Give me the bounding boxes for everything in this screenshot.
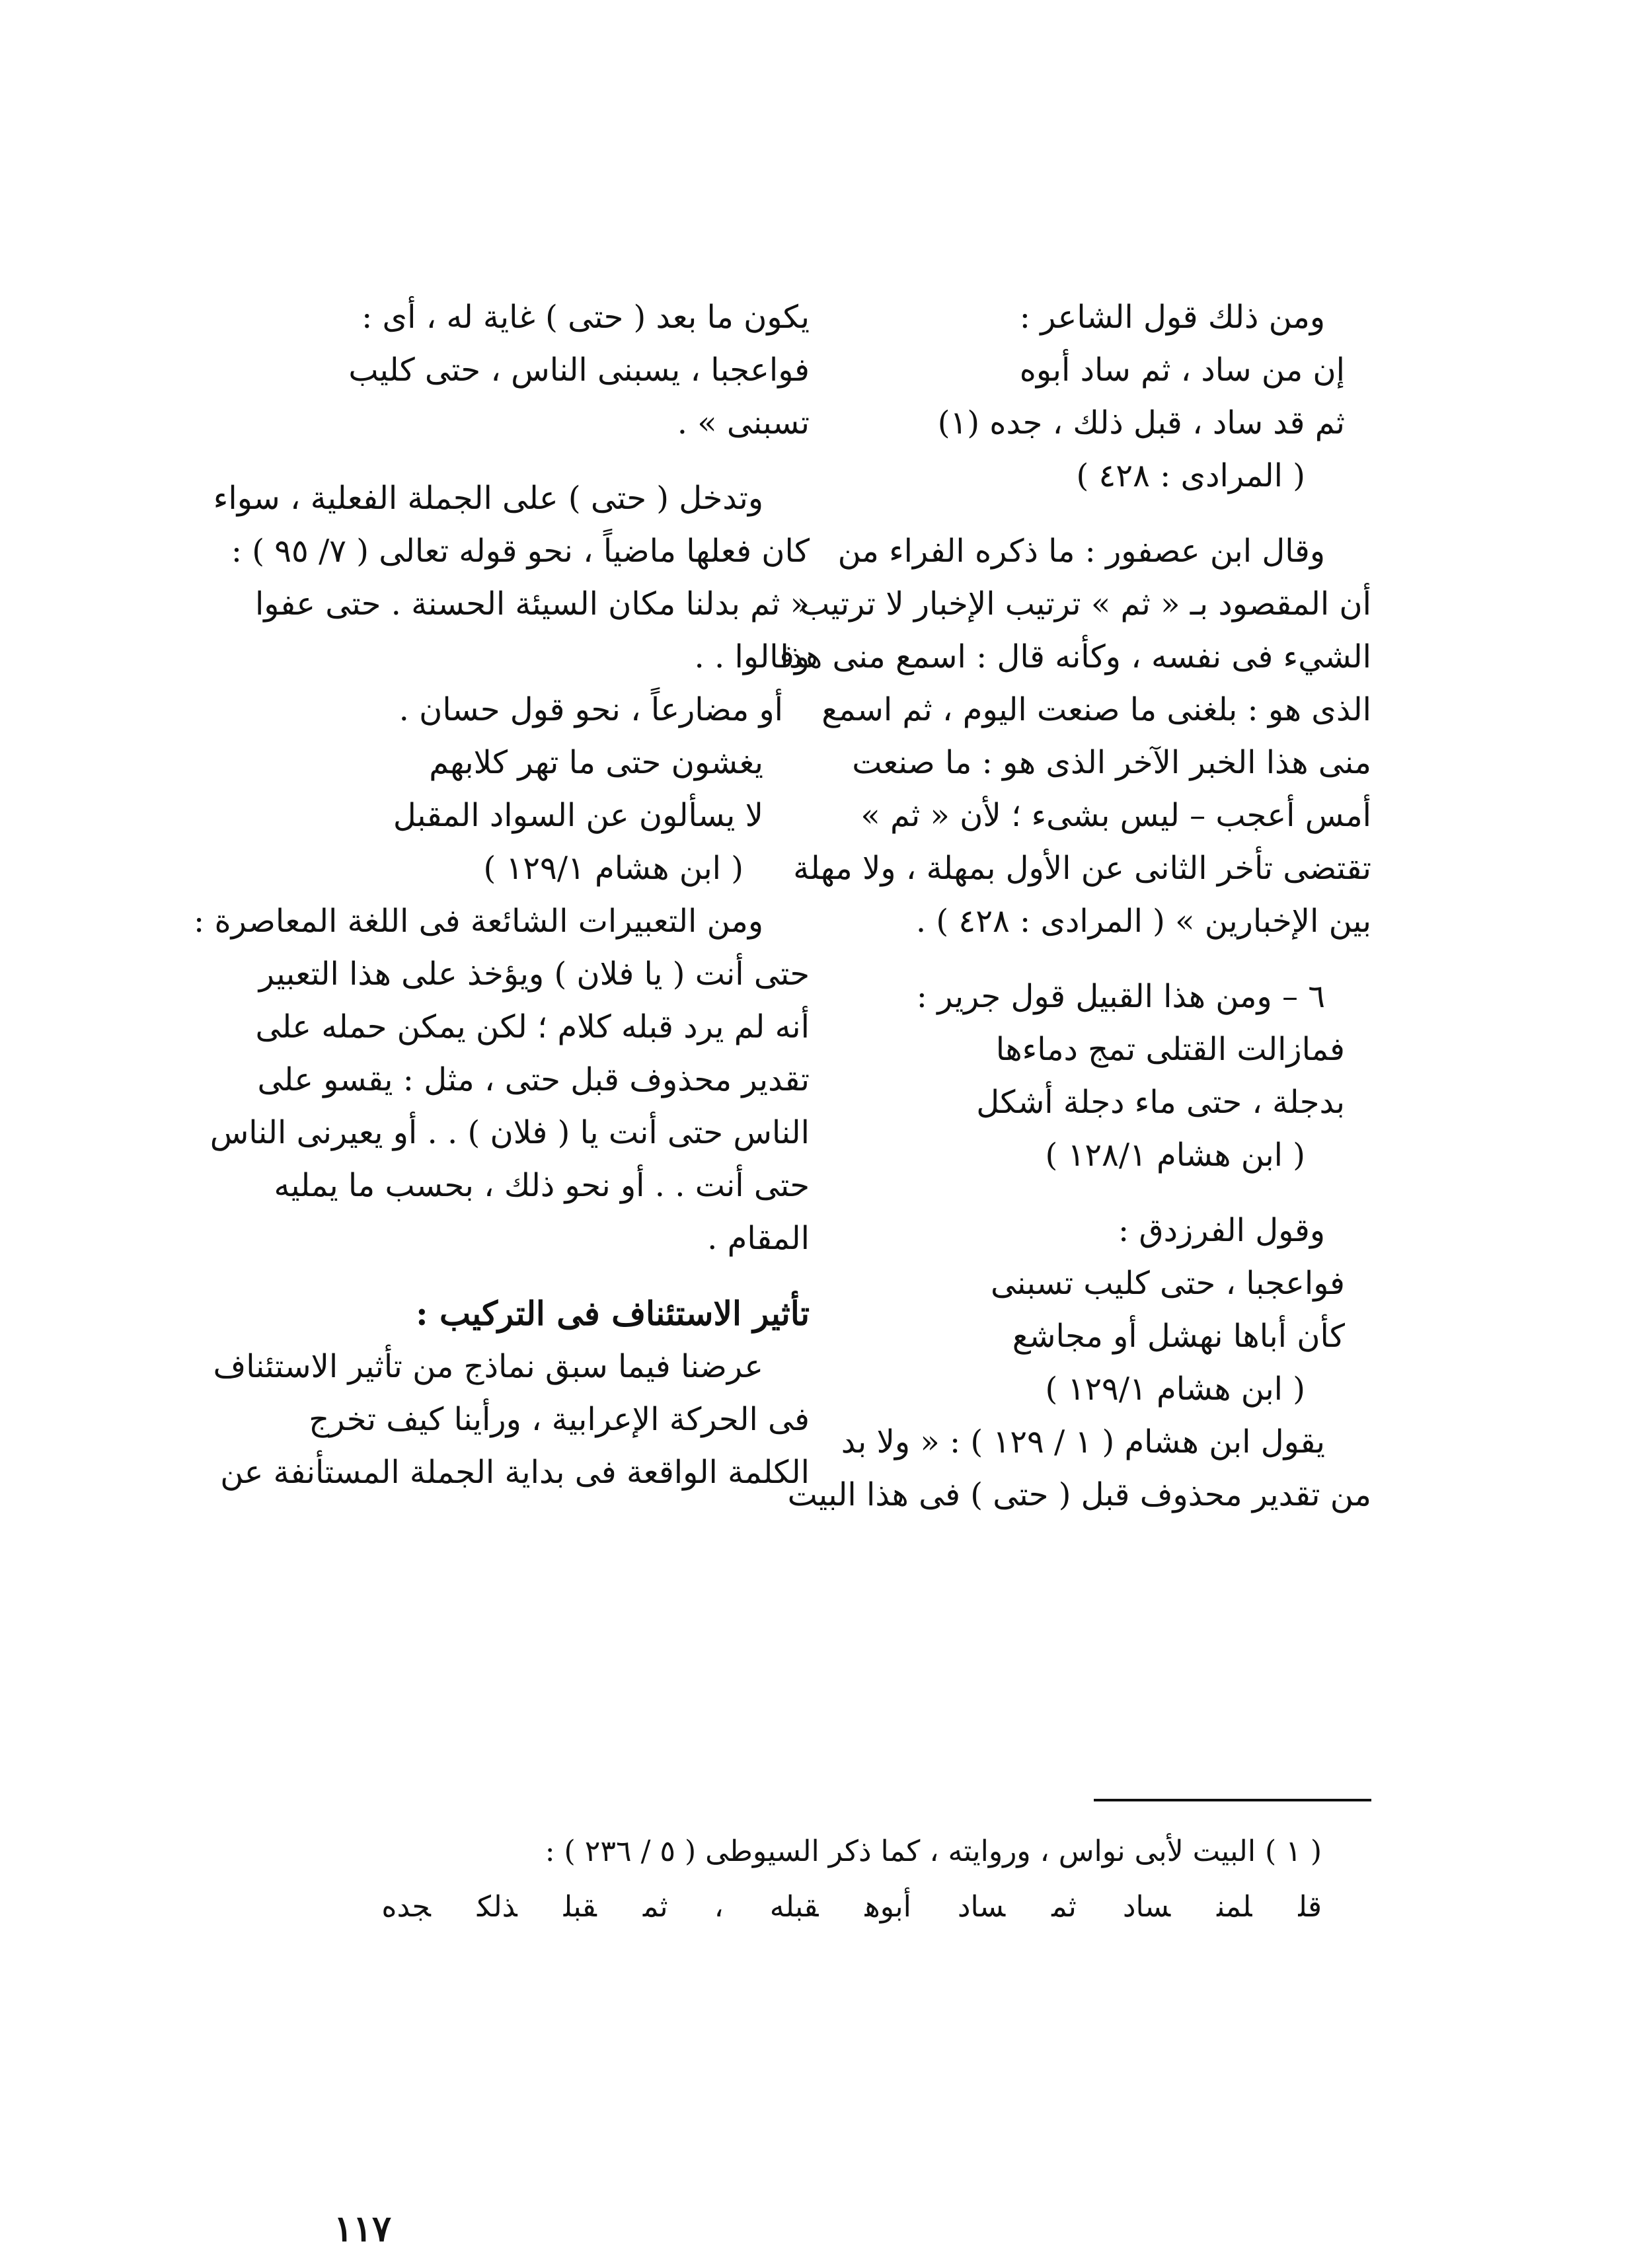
text-line: ( ابن هشام ١٢٩/١ ) bbox=[1045, 1371, 1305, 1408]
text-line: « ثم بدلنا مكان السيئة الحسنة . حتى عفوا bbox=[254, 586, 810, 623]
footnote-word: ساد bbox=[1122, 1890, 1171, 1924]
text-line: الشيء فى نفسه ، وكأنه قال : اسمع منى هذا bbox=[780, 638, 1371, 675]
text-line: ( المرادى : ٤٢٨ ) bbox=[1076, 457, 1305, 494]
paragraph-gap bbox=[909, 948, 1371, 970]
text-line: وتدخل ( حتى ) على الجملة الفعلية ، سواء bbox=[213, 480, 763, 517]
footnotes bbox=[198, 1824, 1322, 1935]
text-line: ( ابن هشام ١٢٩/١ ) bbox=[483, 850, 743, 887]
footnote-word: قل bbox=[1298, 1890, 1322, 1924]
paragraph-gap bbox=[301, 1265, 810, 1287]
text-line: الكلمة الواقعة فى بداية الجملة المستأنفة عن bbox=[220, 1454, 810, 1491]
text-line: بدجلة ، حتى ماء دجلة أشكل bbox=[976, 1084, 1345, 1121]
text-line: فى الحركة الإعرابية ، ورأينا كيف تخرج bbox=[309, 1401, 810, 1438]
text-line: تسبنى » . bbox=[677, 404, 810, 441]
text-line: عرضنا فيما سبق نماذج من تأثير الاستئناف bbox=[213, 1348, 763, 1385]
text-line: فمازالت القتلى تمج دماءها bbox=[995, 1031, 1345, 1068]
footnote-word: ، bbox=[714, 1890, 724, 1924]
text-line: أن المقصود بـ « ثم » ترتيب الإخبار لا ترتيب bbox=[800, 586, 1371, 623]
footnote-separator bbox=[1094, 1799, 1371, 1801]
footnote-word: قبل bbox=[563, 1890, 597, 1924]
text-line: الذى هو : بلغنى ما صنعت اليوم ، ثم اسمع bbox=[821, 691, 1371, 728]
section-heading: تأثير الاستئناف فى التركيب : bbox=[416, 1294, 810, 1333]
text-line: وقالوا . . bbox=[694, 638, 810, 675]
text-line: لا يسألون عن السواد المقبل bbox=[393, 797, 763, 834]
text-line: أمس أعجب – ليس بشىء ؛ لأن « ثم » bbox=[860, 797, 1371, 834]
footnote-word: ثم bbox=[1051, 1890, 1077, 1924]
text-line: ومن ذلك قول الشاعر : bbox=[1019, 299, 1325, 336]
footnote-verse bbox=[198, 1879, 1322, 1935]
footnote-line: ( ١ ) البيت لأبى نواس ، وروايته ، كما ذكر السيوطى ( ٥ / ٢٣٦ ) : bbox=[545, 1834, 1322, 1868]
text-line: ( ابن هشام ١٢٨/١ ) bbox=[1045, 1137, 1305, 1174]
footnote-word: جده bbox=[381, 1890, 431, 1924]
footnote-word: لمن bbox=[1217, 1890, 1252, 1924]
footnote-word: أبوه bbox=[864, 1890, 911, 1924]
text-line: حتى أنت ( يا فلان ) ويؤخذ على هذا التعبير bbox=[258, 956, 810, 993]
text-line: فواعجبا ، حتى كليب تسبنى bbox=[990, 1265, 1345, 1302]
text-line: منى هذا الخبر الآخر الذى هو : ما صنعت bbox=[852, 744, 1371, 781]
text-line: يكون ما بعد ( حتى ) غاية له ، أى : bbox=[362, 299, 810, 336]
text-line: الناس حتى أنت يا ( فلان ) . . أو يعيرنى الناس bbox=[210, 1114, 810, 1151]
text-line: كان فعلها ماضياً ، نحو قوله تعالى ( ٧/ ٩٥ ) : bbox=[231, 533, 810, 570]
text-line: أو مضارعاً ، نحو قول حسان . bbox=[399, 691, 783, 728]
paragraph-gap bbox=[301, 449, 810, 472]
text-line: يقول ابن هشام ( ١ / ١٢٩ ) : « ولا بد bbox=[841, 1423, 1325, 1460]
text-line: ثم قد ساد ، قبل ذلك ، جده (١) bbox=[937, 404, 1345, 441]
text-line: كأن أباها نهشل أو مجاشع bbox=[1012, 1318, 1345, 1355]
left-text-column bbox=[194, 291, 810, 1499]
text-line: وقول الفرزدق : bbox=[1118, 1212, 1325, 1249]
text-line: المقام . bbox=[707, 1220, 810, 1257]
text-line: حتى أنت . . أو نحو ذلك ، بحسب ما يمليه bbox=[274, 1167, 810, 1204]
text-line: ٦ – ومن هذا القبيل قول جرير : bbox=[916, 978, 1325, 1015]
footnote-word: ذلك bbox=[476, 1890, 517, 1924]
right-text-column bbox=[780, 291, 1371, 1521]
paragraph-gap bbox=[909, 1182, 1371, 1204]
text-line: ومن التعبيرات الشائعة فى اللغة المعاصرة : bbox=[194, 903, 763, 940]
text-line: فواعجبا ، يسبنى الناس ، حتى كليب bbox=[348, 352, 810, 389]
text-line: إن من ساد ، ثم ساد أبوه bbox=[1019, 352, 1345, 389]
text-line: تقدير محذوف قبل حتى ، مثل : يقسو على bbox=[257, 1061, 810, 1098]
page-number: ١١٧ bbox=[334, 2207, 392, 2249]
text-line: وقال ابن عصفور : ما ذكره الفراء من bbox=[837, 533, 1325, 570]
text-line: تقتضى تأخر الثانى عن الأول بمهلة ، ولا مهلة bbox=[793, 850, 1371, 887]
text-line: بين الإخبارين » ( المرادى : ٤٢٨ ) . bbox=[915, 903, 1371, 940]
text-line: يغشون حتى ما تهر كلابهم bbox=[429, 744, 763, 781]
text-line: أنه لم يرد قبله كلام ؛ لكن يمكن حمله على bbox=[255, 1008, 810, 1045]
footnote-word: ساد bbox=[957, 1890, 1006, 1924]
text-line: من تقدير محذوف قبل ( حتى ) فى هذا البيت bbox=[787, 1476, 1371, 1513]
paragraph-gap bbox=[909, 502, 1371, 525]
footnote-word: ثم bbox=[642, 1890, 668, 1924]
footnote-word: قبله bbox=[769, 1890, 819, 1924]
